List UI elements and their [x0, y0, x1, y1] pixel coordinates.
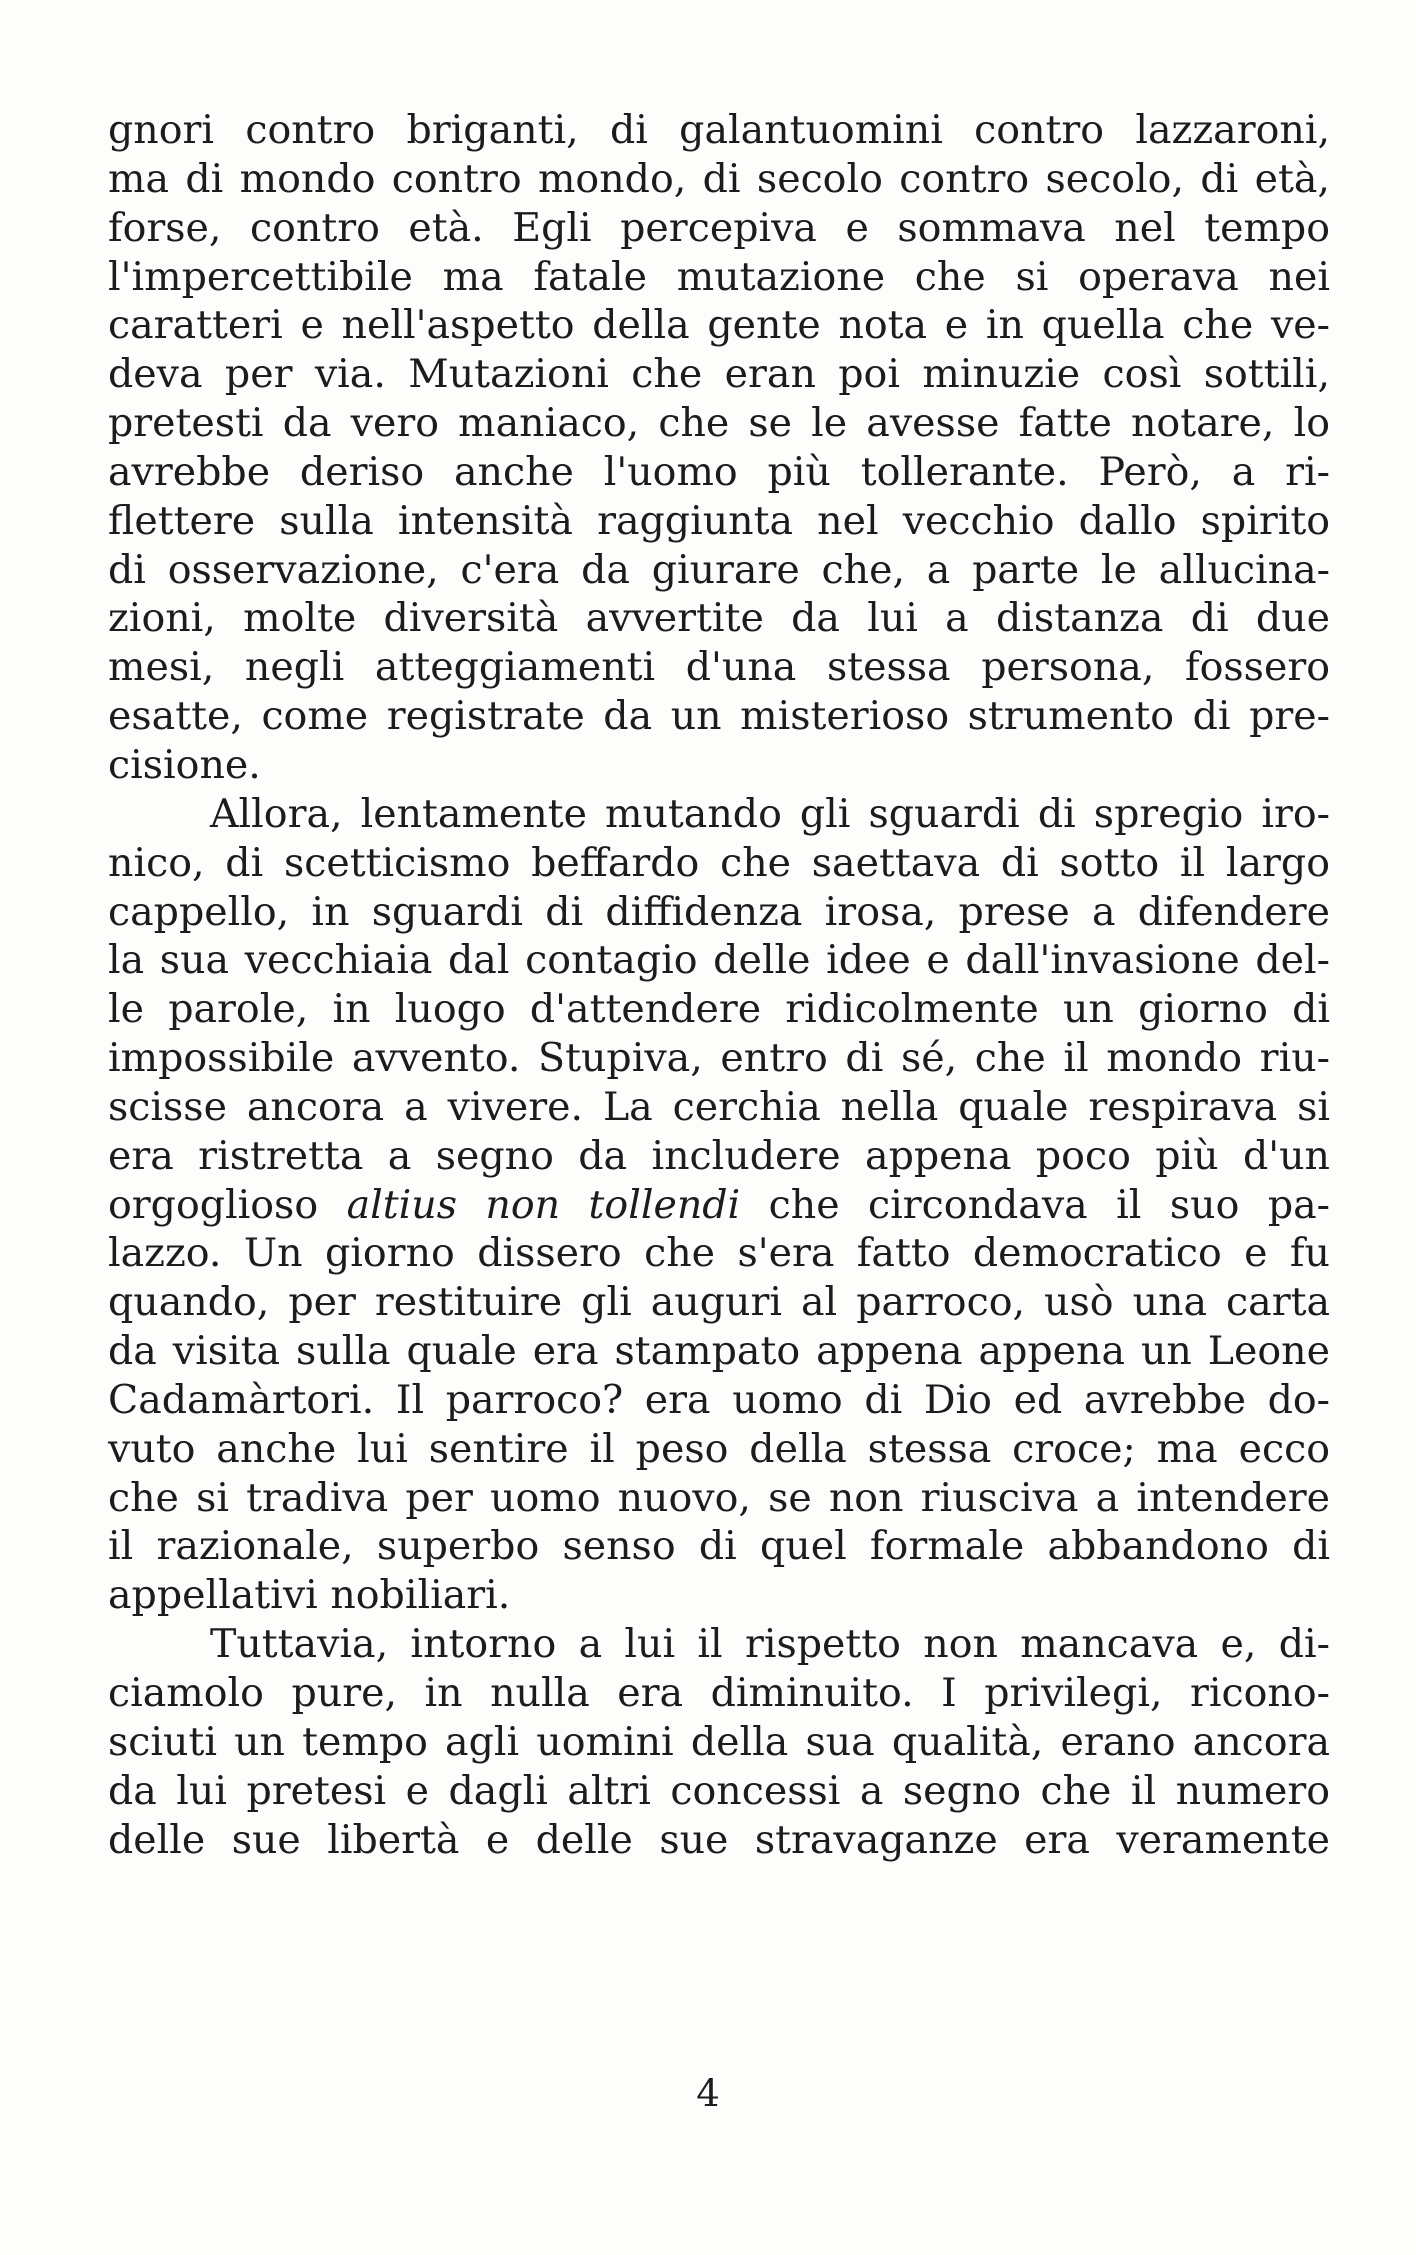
text-line: Cadamàrtori. Il parroco? era uomo di Dio ed avrebbe do-	[108, 1376, 1330, 1423]
text-line: ma di mondo contro mondo, di secolo contro secolo, di età,	[108, 155, 1330, 202]
text-line: il razionale, superbo senso di quel formale abbandono di	[108, 1523, 1330, 1570]
text-line: sciuti un tempo agli uomini della sua qualità, erano ancora	[108, 1718, 1330, 1765]
text-line: delle sue libertà e delle sue stravaganze era veramente	[108, 1816, 1330, 1863]
text-line: avrebbe deriso anche l'uomo più tollerante. Però, a ri-	[108, 448, 1330, 495]
text-line: di osservazione, c'era da giurare che, a parte le allucina-	[108, 546, 1330, 593]
text-line: da visita sulla quale era stampato appena appena un Leone	[108, 1328, 1330, 1375]
text-line: gnori contro briganti, di galantuomini contro lazzaroni,	[108, 107, 1330, 153]
text-line: la sua vecchiaia dal contagio delle idee e dall'invasione del-	[108, 937, 1330, 984]
text-line: scisse ancora a vivere. La cerchia nella quale respirava si	[108, 1083, 1330, 1130]
text-line: vuto anche lui sentire il peso della stessa croce; ma ecco	[108, 1425, 1330, 1472]
text-line: forse, contro età. Egli percepiva e sommava nel tempo	[108, 204, 1330, 251]
italic-phrase: altius non tollendi	[346, 1181, 741, 1228]
text-segment: orgoglioso	[108, 1181, 347, 1228]
text-line: esatte, come registrate da un misterioso strumento di pre-	[108, 693, 1330, 740]
text-line: le parole, in luogo d'attendere ridicolmente un giorno di	[108, 986, 1330, 1033]
text-line: quando, per restituire gli auguri al parroco, usò una carta	[108, 1279, 1330, 1326]
paragraph-first-line: Tuttavia, intorno a lui il rispetto non mancava e, di-	[210, 1621, 1330, 1668]
text-line: appellativi nobiliari.	[108, 1572, 511, 1619]
text-line: ciamolo pure, in nulla era diminuito. I privilegi, ricono-	[108, 1670, 1330, 1716]
text-segment: che circondava il suo pa-	[740, 1181, 1331, 1228]
text-line: era ristretta a segno da includere appena poco più d'un	[108, 1132, 1330, 1179]
text-line: impossibile avvento. Stupiva, entro di sé, che il mondo riu-	[108, 1035, 1330, 1082]
text-line: pretesti da vero maniaco, che se le avesse fatte notare, lo	[108, 400, 1330, 447]
page-number: 4	[696, 2072, 720, 2115]
text-line-with-italic	[108, 1181, 1330, 1230]
text-line: zioni, molte diversità avvertite da lui a distanza di due	[108, 595, 1330, 642]
body-text	[108, 106, 1330, 1864]
text-line: caratteri e nell'aspetto della gente nota e in quella che ve-	[108, 302, 1330, 349]
text-line: deva per via. Mutazioni che eran poi minuzie così sottili,	[108, 351, 1330, 398]
text-line: cisione.	[108, 741, 261, 788]
text-line: da lui pretesi e dagli altri concessi a segno che il numero	[108, 1767, 1330, 1814]
paragraph-first-line: Allora, lentamente mutando gli sguardi di spregio iro-	[210, 790, 1330, 837]
text-line: cappello, in sguardi di diffidenza irosa, prese a difendere	[108, 888, 1330, 935]
text-line: l'impercettibile ma fatale mutazione che si operava nei	[108, 253, 1330, 300]
text-line: lazzo. Un giorno dissero che s'era fatto democratico e fu	[108, 1230, 1330, 1277]
text-line: flettere sulla intensità raggiunta nel vecchio dallo spirito	[108, 497, 1330, 544]
text-line: mesi, negli atteggiamenti d'una stessa persona, fossero	[108, 644, 1330, 691]
text-line: nico, di scetticismo beffardo che saettava di sotto il largo	[108, 839, 1330, 886]
text-line: che si tradiva per uomo nuovo, se non riusciva a intendere	[108, 1474, 1330, 1521]
